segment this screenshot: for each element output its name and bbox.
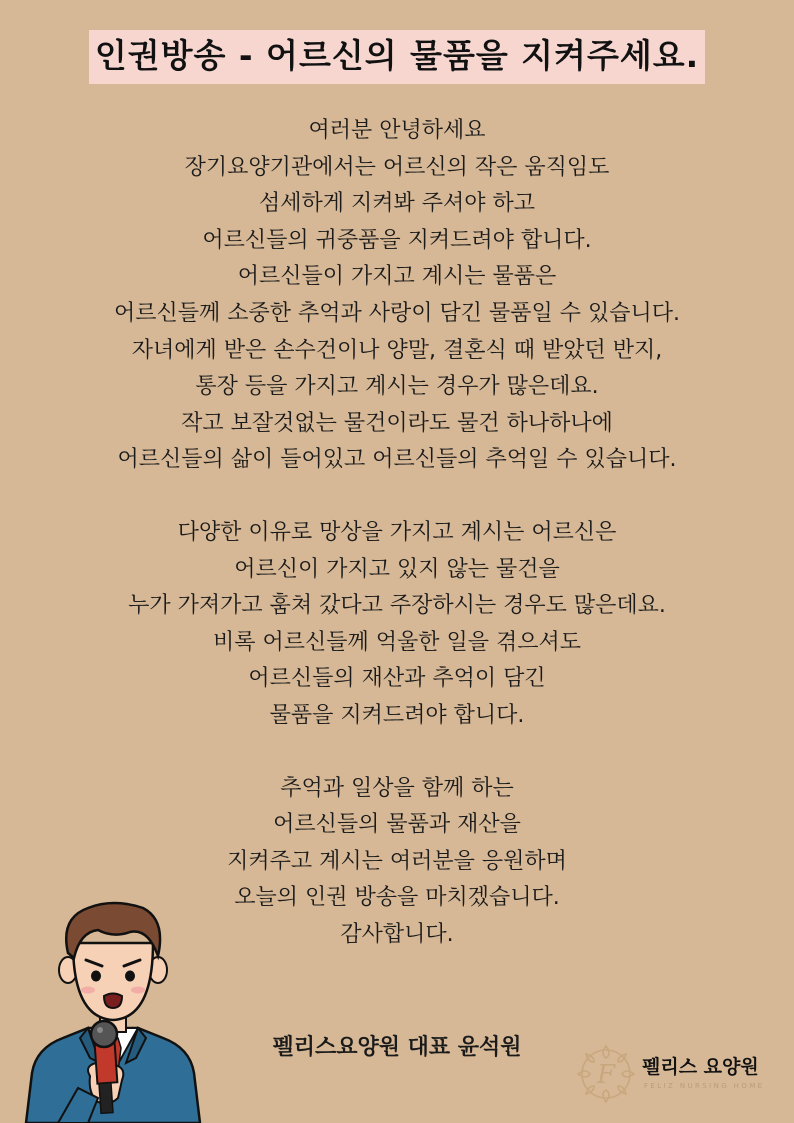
text-line: 통장 등을 가지고 계시는 경우가 많은데요. [195,374,599,400]
svg-text:F: F [596,1060,616,1090]
text-line: 비록 어르신들께 억울한 일을 겪으셔도 [212,629,581,655]
text-line: 어르신들께 소중한 추억과 사랑이 담긴 물품일 수 있습니다. [114,300,680,326]
paragraph-gap [0,479,794,515]
text-line: 추억과 일상을 함께 하는 [280,775,514,801]
logo-subtitle: FELIZ NURSING HOME [644,1082,765,1090]
announcement-body [0,113,794,953]
text-line: 어르신이 가지고 있지 않는 물건을 [234,556,560,582]
logo-emblem-icon [572,1040,640,1108]
text-line: 자녀에게 받은 손수건이나 양말, 결혼식 때 받았던 반지, [131,337,663,363]
text-line: 다양한 이유로 망상을 가지고 계시는 어르신은 [177,519,617,545]
reporter-illustration [18,898,208,1123]
text-line: 누가 가져가고 훔쳐 갔다고 주장하시는 경우도 많은데요. [128,593,666,619]
paragraph-gap [0,735,794,771]
title-wrap [0,30,794,84]
text-line: 어르신들의 재산과 추억이 담긴 [248,666,546,692]
text-line: 물품을 지켜드려야 합니다. [269,702,525,728]
text-line: 어르신들이 가지고 계시는 물품은 [237,264,557,290]
text-line: 장기요양기관에서는 어르신의 작은 움직임도 [184,154,610,180]
logo-name: 펠리스 요양원 [642,1056,759,1078]
text-line: 어르신들의 삶이 들어있고 어르신들의 추억일 수 있습니다. [117,447,677,473]
signature: 펠리스요양원 대표 윤석원 [272,1035,522,1060]
text-line: 감사합니다. [340,921,454,947]
text-line: 여러분 안녕하세요 [308,118,486,143]
paragraph-1 [0,113,794,479]
facility-logo [572,1040,782,1110]
page-title: 인권방송 - 어르신의 물품을 지켜주세요. [89,30,705,84]
paragraph-2 [0,515,794,735]
text-line: 어르신들의 물품과 재산을 [273,812,521,838]
text-line: 오늘의 인권 방송을 마치겠습니다. [234,885,560,911]
text-line: 작고 보잘것없는 물건이라도 물건 하나하나에 [181,410,613,436]
text-line: 지켜주고 계시는 여러분을 응원하며 [227,848,567,874]
text-line: 어르신들의 귀중품을 지켜드려야 합니다. [202,227,592,253]
text-line: 섬세하게 지켜봐 주셔야 하고 [258,191,535,217]
